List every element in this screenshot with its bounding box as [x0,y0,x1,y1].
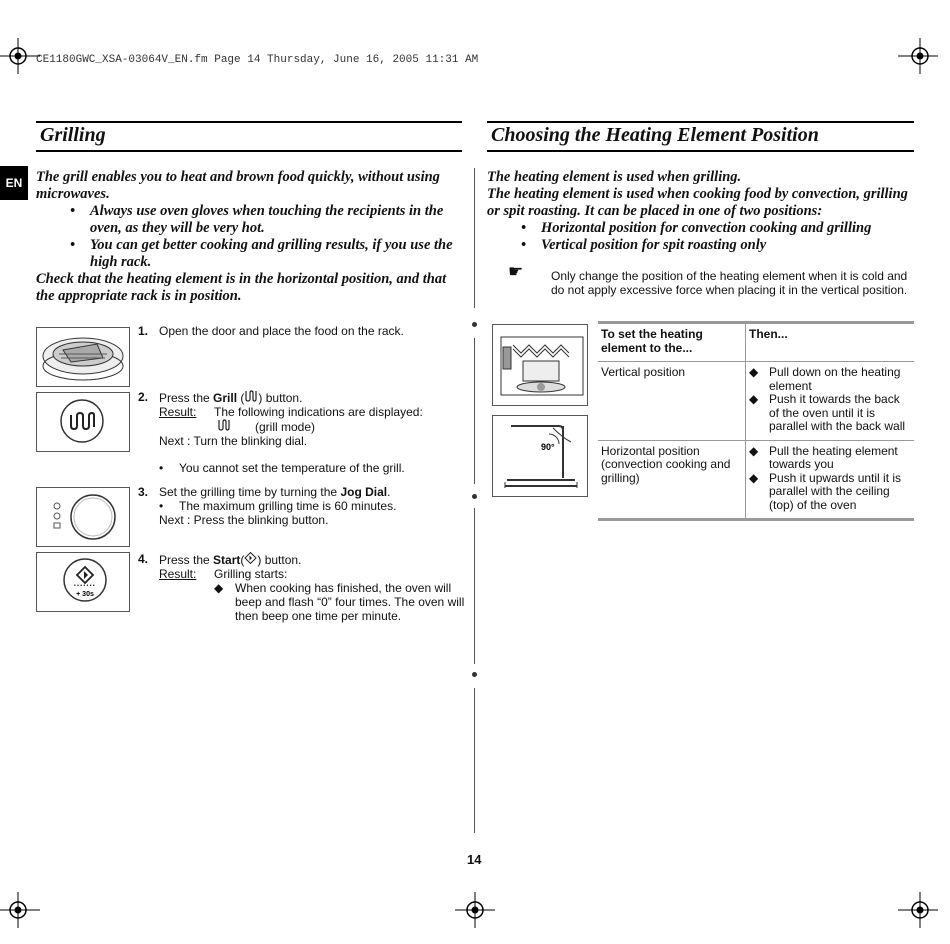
column-dot [472,672,477,677]
step-number: 3. [138,485,149,499]
result-text: Grilling starts: [214,567,288,581]
result-detail: When cooking has finished, the oven will beep and flash “0” four times. The oven will then beep one time per minute. [235,581,465,623]
column-divider [474,688,475,833]
page-number: 14 [467,852,482,867]
result-text: The following indications are displayed: [214,405,423,419]
intro-text: The grill enables you to heat and brown food quickly, without using microwaves. [36,169,440,202]
intro-bullets [487,220,915,254]
grill-button-image [36,392,130,452]
column-dot [472,494,477,499]
registration-mark-icon [0,890,40,930]
intro-text: The heating element is used when grilling. [487,169,742,185]
title-rule [36,121,462,123]
column-divider [474,338,475,484]
intro-text: The heating element is used when cooking food by convection, grilling or spit roasting. It can be placed in one of two positions: [487,186,908,219]
jog-dial-image [36,487,130,547]
grill-icon [244,390,258,402]
step-text: . [387,485,391,499]
step-number: 1. [138,324,149,338]
grilling-intro [36,169,466,305]
table-cell: Vertical position [598,362,746,441]
file-header: CE1180GWC_XSA-03064V_EN.fm Page 14 Thursday, June 16, 2005 11:31 AM [36,54,479,66]
result-label: Result: [159,567,197,581]
language-tab: EN [0,166,28,200]
step-text: Press the [159,553,214,567]
heating-intro [487,169,915,254]
mode-text: (grill mode) [255,420,316,434]
table-header-row [598,324,914,362]
next-text: Next : Turn the blinking dial. [159,434,308,448]
caution-note: Only change the position of the heating element when it is cold and do not apply excessive force when placing it in the vertical position. [551,269,908,297]
oven-interior-image [492,324,588,406]
registration-mark-icon [0,36,40,76]
list-item: • Horizontal position for convection cooking and grilling [541,220,915,237]
step-1 [138,324,463,338]
food-on-rack-image [36,327,130,387]
step-3: 3. Set the grilling time by turning the Jog Dial. • The maximum grilling time is 60 minutes. Next : Press the blinking button. [138,485,468,527]
step-2: 2. Press the Grill ( ) button. Result: The following indications are displayed: (grill mode) Next : Turn the blinking dial. • You cannot set the temperature of the grill. [138,390,468,475]
page-title-grilling: Grilling [40,124,106,146]
table-row [598,362,914,441]
grill-icon [217,419,231,431]
step-text: button. [261,553,302,567]
jog-dial-label: Jog Dial [340,485,388,499]
registration-mark-icon [898,890,938,930]
table-header: Then... [749,327,788,341]
registration-mark-icon [898,36,938,76]
step-note: You cannot set the temperature of the grill. [179,461,405,475]
start-icon [244,552,257,564]
title-rule [487,121,914,123]
step-text: button. [262,391,303,405]
next-text: Next : Press the blinking button. [159,513,329,527]
action-item: Pull the heating element towards you [769,443,898,471]
step-number: 2. [138,390,149,404]
start-label: Start [213,553,241,567]
table-cell: ◆ Pull the heating element towards you ◆ Push it upwards until it is parallel with the ceiling (top) of the oven [746,440,915,518]
column-divider [474,168,475,308]
list-item: • Vertical position for spit roasting only [541,237,915,254]
step-text: Press the [159,391,214,405]
step-text: Set the grilling time by turning the [159,485,341,499]
title-rule [487,150,914,152]
position-table [598,324,914,518]
table-row [598,440,914,518]
check-text: Check that the heating element is in the horizontal position, and that the appropriate rack is in position. [36,271,447,304]
page-title-heating-element: Choosing the Heating Element Position [491,124,819,146]
step-text: Open the door and place the food on the rack. [159,324,404,338]
table-cell: ◆ Pull down on the heating element ◆ Push it towards the back of the oven until it is parallel with the back wall [746,362,915,441]
registration-mark-icon [455,890,495,930]
angle-label: 90° [541,442,555,452]
plus-30s-label: + 30s [76,591,94,598]
step-number: 4. [138,552,149,566]
grill-label: Grill [213,391,238,405]
step-4: 4. Press the Start( ) button. Result: Grilling starts: ◆ When cooking has finished, the oven will beep and flash “0” four times. The oven will then beep one time per minute. [138,552,468,623]
action-item: Push it towards the back of the oven until it is parallel with the back wall [769,392,906,433]
svg-text:• • • • • • •: • • • • • • • [74,583,95,589]
list-item: • You can get better cooking and grilling results, if you use the high rack. [90,237,466,271]
table-header: To set the heating element to the... [598,324,746,362]
step-bullet: The maximum grilling time is 60 minutes. [179,499,397,513]
start-button-image [36,552,130,612]
intro-bullets [36,203,466,271]
result-label: Result: [159,405,197,419]
position-table-wrapper [598,321,914,521]
action-item: Push it upwards until it is parallel with the ceiling (top) of the oven [769,470,902,512]
title-rule [36,150,462,152]
list-item: • Always use oven gloves when touching the recipients in the oven, as they will be very hot. [90,203,466,237]
column-divider [474,508,475,664]
action-item: Pull down on the heating element [769,365,901,393]
heating-element-angle-image [492,415,588,497]
table-cell: Horizontal position (convection cooking and grilling) [598,440,746,518]
column-dot [472,322,477,327]
note-hand-icon: ☛ [508,262,524,281]
